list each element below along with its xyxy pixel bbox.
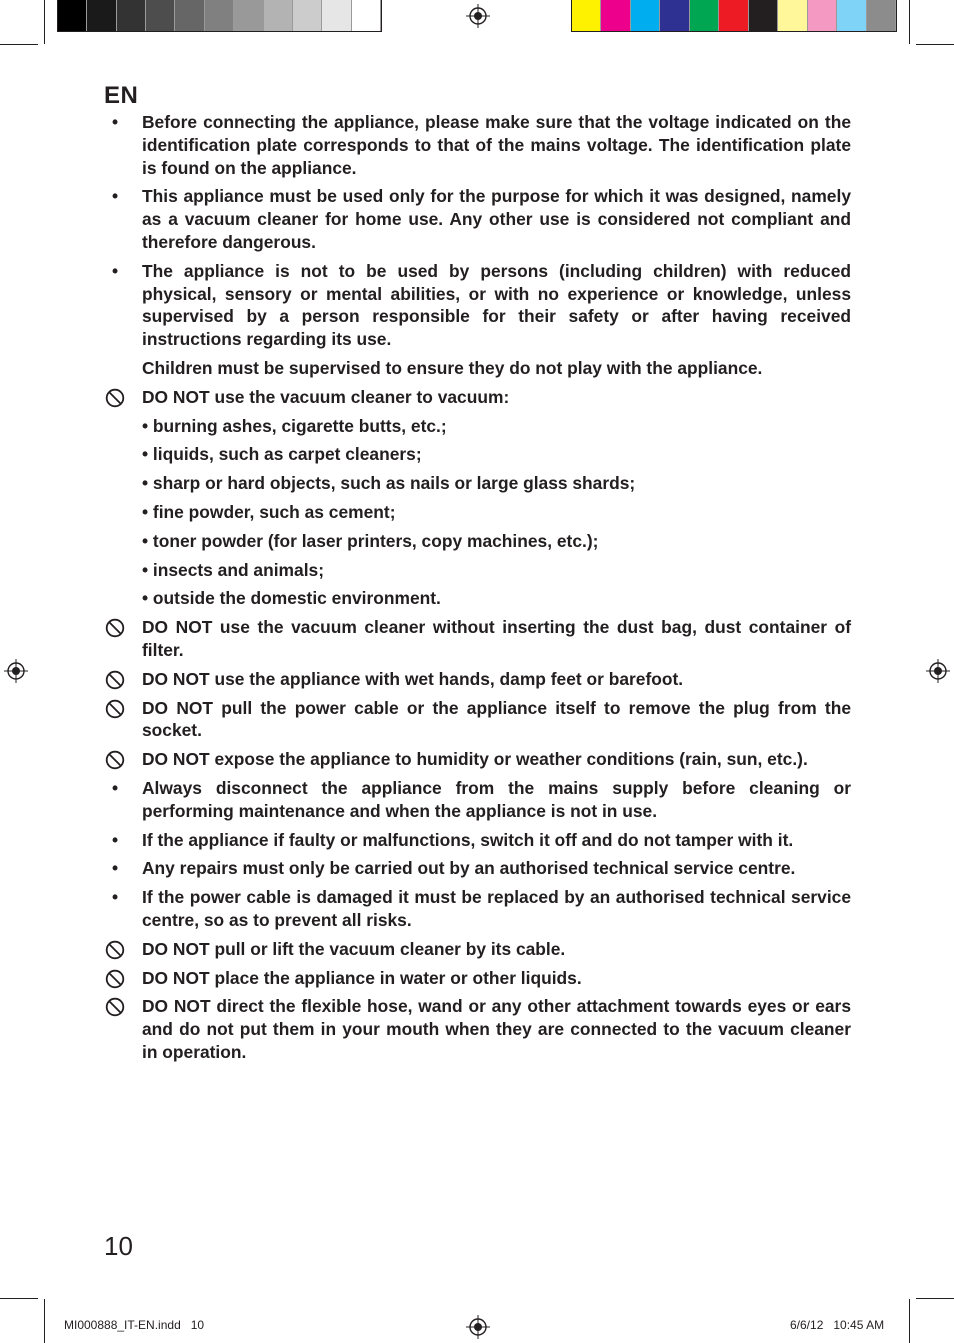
list-item	[100, 415, 851, 438]
bullet-item	[100, 886, 851, 932]
color-swatch	[352, 0, 381, 31]
color-swatch	[837, 0, 866, 31]
color-swatch	[234, 0, 263, 31]
prohibition-item	[100, 386, 851, 409]
prohibition-item	[100, 697, 851, 743]
color-swatch	[175, 0, 204, 31]
color-swatch	[58, 0, 87, 31]
registration-mark-icon	[466, 4, 490, 28]
prohibition-item	[100, 748, 851, 771]
crop-mark	[909, 1299, 910, 1343]
bullet-item	[100, 777, 851, 823]
list-item	[100, 559, 851, 582]
color-swatch	[690, 0, 719, 31]
color-swatch	[572, 0, 601, 31]
item-text: DO NOT pull or lift the vacuum cleaner by its cable.	[142, 938, 566, 959]
item-text: DO NOT pull the power cable or the appliance itself to remove the plug from the socket.	[142, 697, 851, 741]
registration-mark-icon	[4, 659, 28, 683]
bullet-item	[100, 829, 851, 852]
item-text: Before connecting the appliance, please make sure that the voltage indicated on the identification plate corresponds to that of the mains voltage. The identification plate is found on the appliance.	[142, 112, 851, 178]
grayscale-color-bar	[57, 0, 382, 32]
registration-mark-icon	[466, 1315, 490, 1339]
list-item	[100, 443, 851, 466]
item-text: This appliance must be used only for the purpose for which it was designed, namely as a vacuum cleaner for home use. Any other use is considered not compliant and therefore dangerous.	[142, 186, 851, 252]
bullet-item	[100, 857, 851, 880]
item-text: Children must be supervised to ensure they do not play with the appliance.	[142, 357, 763, 378]
bullet-marker: •	[111, 829, 119, 850]
item-text: If the appliance if faulty or malfunctions, switch it off and do not tamper with it.	[142, 829, 794, 850]
safety-instructions-list	[100, 111, 851, 1070]
prohibited-icon	[105, 699, 125, 719]
crop-mark	[44, 1299, 45, 1343]
crop-mark	[0, 1298, 38, 1299]
prohibition-item	[100, 967, 851, 990]
prohibition-item	[100, 616, 851, 662]
item-text: DO NOT place the appliance in water or other liquids.	[142, 967, 582, 988]
prohibited-icon	[105, 618, 125, 638]
crop-mark	[0, 44, 38, 45]
item-text: DO NOT expose the appliance to humidity or weather conditions (rain, sun, etc.).	[142, 749, 808, 770]
list-item	[100, 530, 851, 553]
color-swatch	[264, 0, 293, 31]
color-swatch	[117, 0, 146, 31]
bullet-marker: •	[111, 112, 119, 132]
color-swatch	[808, 0, 837, 31]
bullet-item	[100, 111, 851, 179]
item-text: • burning ashes, cigarette butts, etc.;	[142, 415, 447, 436]
color-swatch	[293, 0, 322, 31]
color-swatch	[660, 0, 689, 31]
bullet-marker: •	[111, 887, 119, 908]
color-swatch	[205, 0, 234, 31]
list-item	[100, 357, 851, 380]
date-slug: 6/6/12 10:45 AM	[790, 1318, 885, 1332]
crop-mark	[909, 0, 910, 44]
item-text: DO NOT direct the flexible hose, wand or any other attachment towards eyes or ears and do not put them in your mouth when they are connected to the vacuum cleaner in operation.	[142, 996, 851, 1062]
prohibition-item	[100, 668, 851, 691]
color-swatch	[146, 0, 175, 31]
list-item	[100, 501, 851, 524]
color-swatch	[778, 0, 807, 31]
prohibited-icon	[105, 969, 125, 989]
item-text: DO NOT use the appliance with wet hands, damp feet or barefoot.	[142, 668, 684, 689]
prohibited-icon	[105, 750, 125, 770]
item-text: DO NOT use the vacuum cleaner to vacuum:	[142, 386, 510, 407]
bullet-item	[100, 185, 851, 253]
color-swatch	[719, 0, 748, 31]
crop-mark	[916, 44, 954, 45]
color-swatch	[87, 0, 116, 31]
prohibited-icon	[105, 670, 125, 690]
color-swatch	[601, 0, 630, 31]
prohibited-icon	[105, 388, 125, 408]
item-text: • sharp or hard objects, such as nails or large glass shards;	[142, 473, 636, 494]
registration-mark-icon	[926, 659, 950, 683]
color-swatch	[631, 0, 660, 31]
list-item	[100, 472, 851, 495]
bullet-item	[100, 260, 851, 351]
bullet-marker: •	[111, 858, 119, 879]
prohibition-item	[100, 938, 851, 961]
color-swatch	[749, 0, 778, 31]
bullet-marker: •	[111, 260, 119, 281]
file-slug: MI000888_IT-EN.indd 10	[64, 1318, 205, 1332]
bullet-marker: •	[111, 186, 119, 207]
prohibited-icon	[105, 997, 125, 1017]
item-text: • liquids, such as carpet cleaners;	[142, 444, 422, 465]
page-number: 10	[104, 1231, 133, 1261]
crop-mark	[916, 1298, 954, 1299]
item-text: • fine powder, such as cement;	[142, 501, 396, 522]
language-heading: EN	[104, 82, 139, 109]
crop-mark	[44, 0, 45, 44]
item-text: If the power cable is damaged it must be replaced by an authorised technical service centre, so as to prevent all risks.	[142, 887, 851, 930]
process-color-bar	[571, 0, 897, 32]
item-text: Always disconnect the appliance from the mains supply before cleaning or performing maintenance and when the appliance is not in use.	[142, 777, 851, 821]
item-text: • insects and animals;	[142, 559, 324, 580]
item-text: The appliance is not to be used by persons (including children) with reduced physical, sensory or mental abilities, or with no experience or knowledge, unless supervised by a person responsible for their safety or after having received instructions regarding its use.	[142, 260, 851, 350]
item-text: • toner powder (for laser printers, copy machines, etc.);	[142, 530, 599, 551]
prohibited-icon	[105, 940, 125, 960]
item-text: DO NOT use the vacuum cleaner without inserting the dust bag, dust container of filter.	[142, 617, 851, 660]
item-text: Any repairs must only be carried out by an authorised technical service centre.	[142, 858, 796, 879]
prohibition-item	[100, 995, 851, 1063]
list-item	[100, 587, 851, 610]
item-text: • outside the domestic environment.	[142, 588, 441, 609]
bullet-marker: •	[111, 777, 119, 798]
color-swatch	[322, 0, 351, 31]
color-swatch	[867, 0, 896, 31]
